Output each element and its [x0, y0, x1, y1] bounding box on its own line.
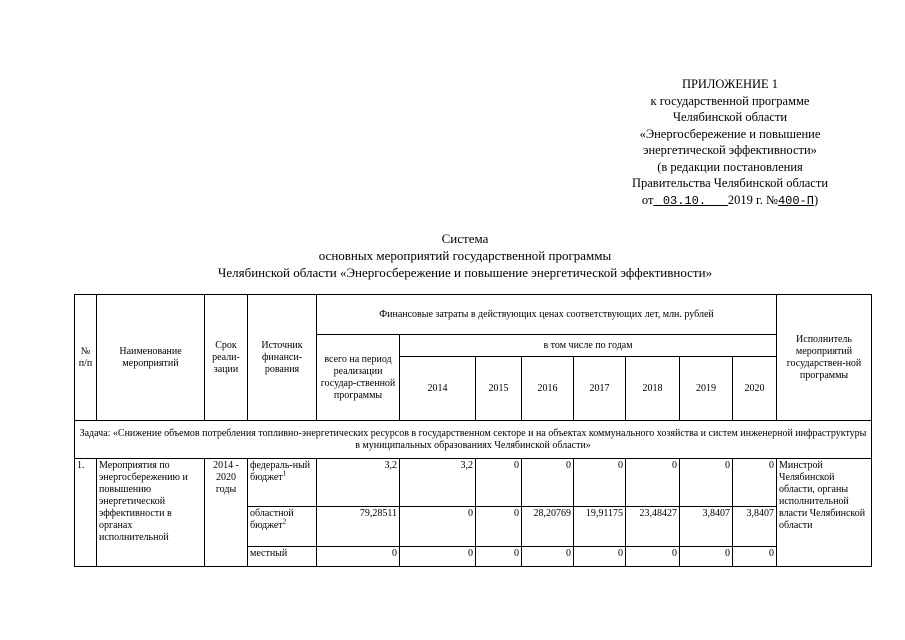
total-cell: 79,28511 [317, 507, 400, 547]
task-row [75, 421, 872, 459]
value-cell: 0 [476, 459, 522, 507]
header-row [75, 295, 872, 335]
total-cell: 0 [317, 547, 400, 567]
footnote-mark: 2 [282, 517, 287, 526]
value-cell: 19,91175 [574, 507, 626, 547]
header-by-years: в том числе по годам [400, 335, 777, 357]
close-paren: ) [813, 192, 819, 207]
source-label: областной бюджет [250, 508, 294, 531]
appendix-block [560, 76, 900, 209]
appendix-line: энергетической эффективности» [643, 143, 817, 157]
source-cell [248, 507, 317, 547]
appendix-line: ПРИЛОЖЕНИЕ 1 [681, 77, 779, 91]
value-cell: 0 [626, 547, 680, 567]
value-cell: 0 [400, 547, 476, 567]
title-line: Система [441, 231, 489, 246]
title-line: основных мероприятий государственной программы [318, 248, 612, 263]
header-financing: Финансовые затраты в действующих ценах соответствующих лет, млн. рублей [317, 295, 777, 335]
value-cell: 0 [680, 547, 733, 567]
source-cell [248, 459, 317, 507]
value-cell: 0 [680, 459, 733, 507]
header-year: 2014 [400, 357, 476, 421]
value-cell: 0 [400, 507, 476, 547]
date-prefix: от [641, 192, 654, 207]
header-executor: Исполнитель мероприятий государствен-ной программы [777, 295, 872, 421]
source-cell [248, 547, 317, 567]
document-title [150, 230, 780, 281]
appendix-line: к государственной программе [650, 93, 810, 108]
value-cell: 3,8407 [680, 507, 733, 547]
item-name: Мероприятия по энергосбережению и повышению энергетической эффективности в органах исполнительной [97, 459, 205, 567]
header-term: Срок реали-зации [205, 295, 248, 421]
appendix-line: Правительства Челябинской области [631, 176, 829, 190]
value-cell: 0 [574, 459, 626, 507]
value-cell: 0 [522, 547, 574, 567]
value-cell: 28,20769 [522, 507, 574, 547]
value-cell: 0 [476, 547, 522, 567]
header-source: Источник финанси-рования [248, 295, 317, 421]
header-year: 2020 [733, 357, 777, 421]
task-cell: Задача: «Снижение объемов потребления топливно-энергетических ресурсов в государственном секторе и на объектах коммунального хозяйства и систем инженерной инфраструктуры в муниципальных образованиях Челябинской области» [75, 421, 872, 459]
value-cell: 3,8407 [733, 507, 777, 547]
header-num: № п/п [75, 295, 97, 421]
value-cell: 0 [522, 459, 574, 507]
year-text: 2019 г. № [727, 192, 778, 207]
source-label: федераль-ный бюджет [250, 460, 311, 483]
measures-table [74, 294, 872, 567]
item-term: 2014 - 2020 годы [205, 459, 248, 567]
item-executor: Минстрой Челябинской области, органы исполнительной власти Челябинской области [777, 459, 872, 567]
value-cell: 0 [574, 547, 626, 567]
date-underline [653, 193, 727, 207]
header-year: 2018 [626, 357, 680, 421]
date-value: 03.10. [662, 193, 707, 208]
value-cell: 23,48427 [626, 507, 680, 547]
header-year: 2015 [476, 357, 522, 421]
header-name: Наименование мероприятий [97, 295, 205, 421]
appendix-line: «Энергосбережение и повышение [639, 126, 821, 141]
footnote-mark: 1 [282, 469, 287, 478]
appendix-line: Челябинской области [672, 110, 788, 124]
value-cell: 0 [626, 459, 680, 507]
header-total: всего на период реализации государ-ственной программы [317, 335, 400, 421]
appendix-line: (в редакции постановления [657, 159, 803, 174]
order-number: 400-П [777, 193, 814, 208]
total-cell: 3,2 [317, 459, 400, 507]
source-label: местный [250, 548, 288, 559]
header-year: 2019 [680, 357, 733, 421]
value-cell: 0 [733, 459, 777, 507]
value-cell: 0 [733, 547, 777, 567]
value-cell: 3,2 [400, 459, 476, 507]
title-line: Челябинской области «Энергосбережение и повышение энергетической эффективности» [217, 265, 713, 280]
header-year: 2017 [574, 357, 626, 421]
item-num: 1. [75, 459, 97, 567]
table-row [75, 459, 872, 507]
header-year: 2016 [522, 357, 574, 421]
appendix-date-line [560, 192, 900, 210]
value-cell: 0 [476, 507, 522, 547]
